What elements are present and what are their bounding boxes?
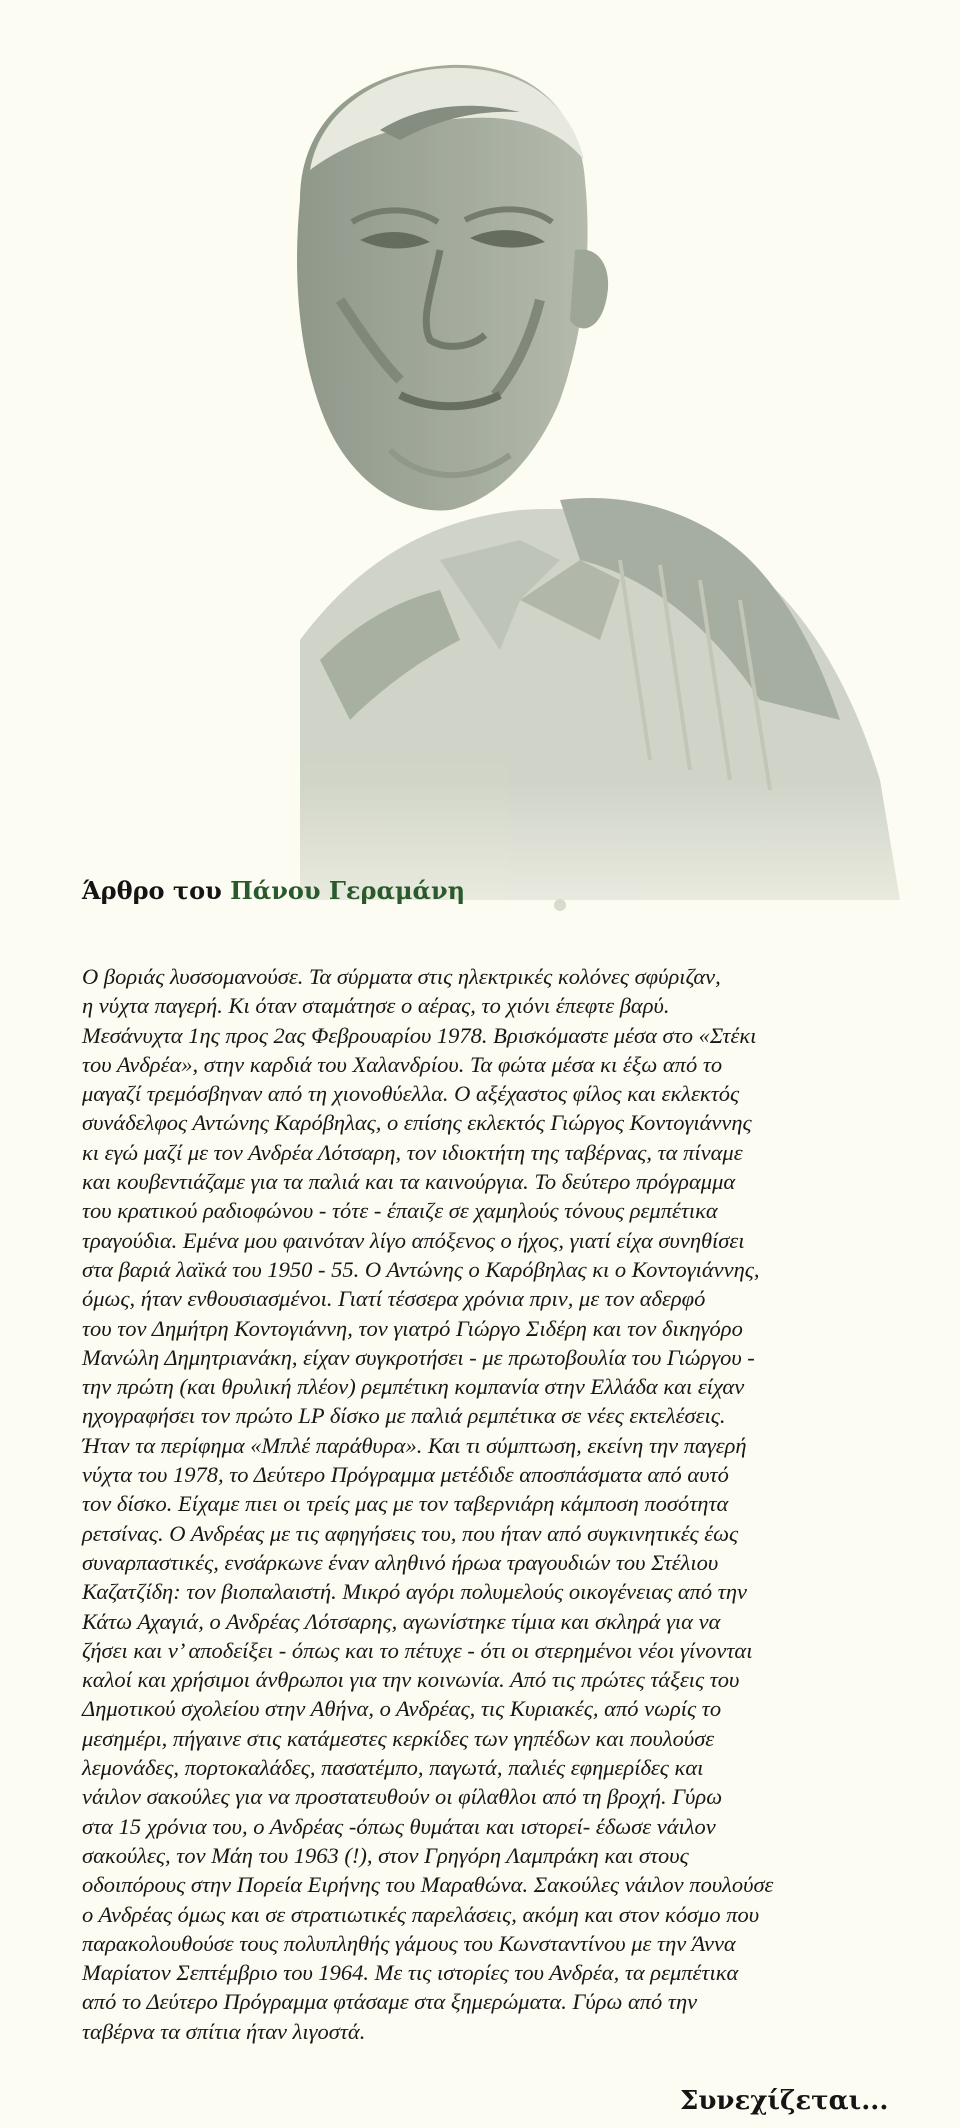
article-line: ο Ανδρέας όμως και σε στρατιωτικές παρελάσεις, ακόμη και στον κόσμο που — [82, 1901, 760, 1927]
article-line: ρετσίνας. Ο Ανδρέας με τις αφηγήσεις του, που ήταν από συγκινητικές έως — [82, 1520, 739, 1546]
article-line: Κάτω Αχαγιά, ο Ανδρέας Λότσαρης, αγωνίστηκε τίμια και σκληρά για να — [82, 1608, 721, 1634]
continued-label: Συνεχίζεται... — [680, 2086, 889, 2116]
article-line: Μαρίατον Σεπτέμβριο του 1964. Με τις ιστορίες του Ανδρέα, τα ρεμπέτικα — [82, 1960, 739, 1986]
article-line: η νύχτα παγερή. Κι όταν σταμάτησε ο αέρας, το χιόνι έπεφτε βαρύ. — [82, 993, 670, 1019]
article-line: και κουβεντιάζαμε για τα παλιά και τα καινούργια. Το δεύτερο πρόγραμμα — [82, 1169, 736, 1195]
article-line: ταβέρνα τα σπίτια ήταν λιγοστά. — [82, 2018, 366, 2044]
article-line: συναρπαστικές, ενσάρκωνε έναν αληθινό ήρωα τραγουδιών του Στέλιου — [82, 1549, 719, 1575]
article-line: Ο βοριάς λυσσομανούσε. Τα σύρματα στις ηλεκτρικές κολόνες σφύριζαν, — [82, 964, 721, 989]
article-line: Μανώλη Δημητριανάκη, είχαν συγκροτήσει - με πρωτοβουλία του Γιώργου - — [82, 1344, 755, 1370]
article-line: τραγούδια. Εμένα μου φαινόταν λίγο απόξενος ο ήχος, γιατί είχα συνηθίσει — [82, 1227, 745, 1253]
article-line: τον δίσκο. Είχαμε πιει οι τρείς μας με τον ταβερνιάρη κάμποση ποσότητα — [82, 1491, 729, 1517]
article-line: του τον Δημήτρη Κοντογιάννη, τον γιατρό Γιώργο Σιδέρη και τον δικηγόρο — [82, 1315, 743, 1341]
article-line: του κρατικού ραδιοφώνου - τότε - έπαιζε σε χαμηλούς τόνους ρεμπέτικα — [82, 1198, 718, 1224]
article-line: λεμονάδες, πορτοκαλάδες, πασατέμπο, παγωτά, παλιές εφημερίδες και — [82, 1755, 704, 1781]
article-line: μεσημέρι, πήγαινε στις κατάμεστες κερκίδες των γηπέδων και πουλούσε — [82, 1725, 715, 1751]
article-line: την πρώτη (και θρυλική πλέον) ρεμπέτικη κομπανία στην Ελλάδα και είχαν — [82, 1374, 745, 1400]
byline-prefix: Άρθρο του — [82, 876, 231, 905]
article-line: συνάδελφος Αντώνης Καρόβηλας, ο επίσης εκλεκτός Γιώργος Κοντογιάννης — [82, 1110, 752, 1136]
article-line: Μεσάνυχτα 1ης προς 2ας Φεβρουαρίου 1978. Βρισκόμαστε μέσα στο «Στέκι — [82, 1022, 757, 1048]
article-line: μαγαζί τρεμόσβηναν από τη χιονοθύελλα. Ο αξέχαστος φίλος και εκλεκτός — [82, 1081, 740, 1107]
article-line: στα βαριά λαϊκά του 1950 - 55. Ο Αντώνης ο Καρόβηλας κι ο Κοντογιάννης, — [82, 1256, 760, 1282]
article-line: στα 15 χρόνια του, ο Ανδρέας -όπως θυμάται και ιστορεί- έδωσε νάιλον — [82, 1813, 716, 1839]
article-line: όμως, ήταν ενθουσιασμένοι. Γιατί τέσσερα χρόνια πριν, με τον αδερφό — [82, 1286, 706, 1312]
article-line: του Ανδρέα», στην καρδιά του Χαλανδρίου. Τα φώτα μέσα κι έξω από το — [82, 1051, 723, 1077]
article-line: νάιλον σακούλες για να προστατευθούν οι φίλαθλοι από τη βροχή. Γύρω — [82, 1784, 723, 1810]
article-line: νύχτα του 1978, το Δεύτερο Πρόγραμμα μετέδιδε αποσπάσματα από αυτό — [82, 1462, 729, 1488]
article-line: ηχογραφήσει τον πρώτο LP δίσκο με παλιά ρεμπέτικα σε νέες εκτελέσεις. — [82, 1403, 726, 1429]
author-name: Πάνου Γεραμάνη — [230, 876, 466, 905]
article-line: ζήσει και ν’ αποδείξει - όπως και το πέτυχε - ότι οι στερημένοι νέοι γίνονται — [82, 1637, 753, 1663]
article-line: από το Δεύτερο Πρόγραμμα φτάσαμε στα ξημερώματα. Γύρω από την — [82, 1989, 698, 2015]
article-line: Δημοτικού σχολείου στην Αθήνα, ο Ανδρέας, τις Κυριακές, από νωρίς το — [82, 1696, 722, 1722]
article-line: παρακολουθούσε τους πολυπληθής γάμους του Κωνσταντίνου με την Άννα — [82, 1930, 736, 1956]
article-line: καλοί και χρήσιμοι άνθρωποι για την κοινωνία. Από τις πρώτες τάξεις του — [82, 1667, 740, 1693]
article-line: Καζατζίδη: τον βιοπαλαιστή. Μικρό αγόρι πολυμελούς οικογένειας από την — [82, 1579, 748, 1605]
article-line: σακούλες, τον Μάη του 1963 (!), στον Γρηγόρη Λαμπράκη και στους — [82, 1842, 689, 1868]
portrait-illustration — [0, 0, 960, 1000]
article-line: οδοιπόρους στην Πορεία Ειρήνης του Μαραθώνα. Σακούλες νάιλον πουλούσε — [82, 1872, 774, 1898]
article-body — [82, 962, 882, 2046]
article-line: Ήταν τα περίφημα «Μπλέ παράθυρα». Και τι σύμπτωση, εκείνη την παγερή — [82, 1432, 747, 1458]
article-line: κι εγώ μαζί με τον Ανδρέα Λότσαρη, τον ιδιοκτήτη της ταβέρνας, τα πίναμε — [82, 1139, 743, 1165]
article-byline — [82, 876, 465, 905]
